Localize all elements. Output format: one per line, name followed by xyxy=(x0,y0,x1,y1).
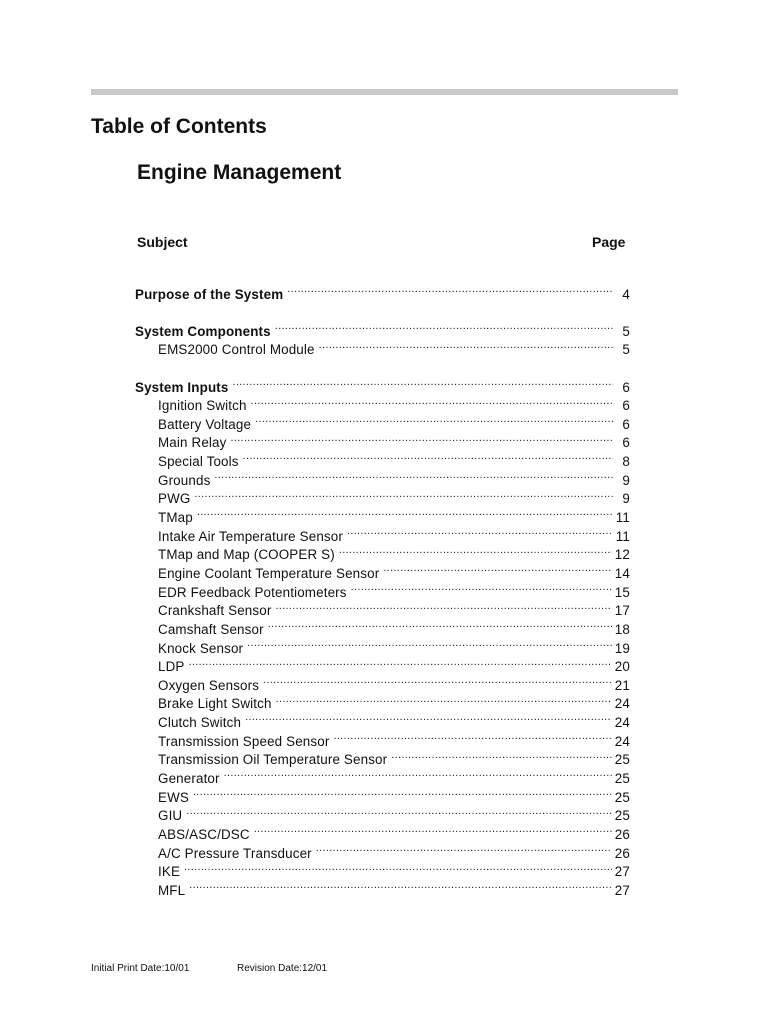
toc-entry-label: Generator xyxy=(158,771,220,787)
toc-entry-page: 8 xyxy=(622,454,630,470)
page-column-header: Page xyxy=(592,234,626,250)
dot-leader xyxy=(230,429,613,448)
toc-entry xyxy=(135,802,630,824)
toc-entry-label: Special Tools xyxy=(158,454,239,470)
toc-entry-label: ABS/ASC/DSC xyxy=(158,826,250,842)
toc-entry-page: 27 xyxy=(614,864,630,880)
toc-entry-page: 18 xyxy=(614,621,630,637)
toc-entry-page: 26 xyxy=(614,826,630,842)
toc-entry-page: 25 xyxy=(614,771,630,787)
dot-leader xyxy=(268,615,612,634)
toc-entry-page: 12 xyxy=(614,547,630,563)
toc-entry xyxy=(135,820,630,842)
toc-entry-label: Battery Voltage xyxy=(158,416,252,432)
dot-leader xyxy=(316,839,612,858)
toc-entry-page: 4 xyxy=(622,286,630,302)
dot-leader xyxy=(263,671,612,690)
dot-leader xyxy=(251,392,613,411)
toc-entry-label: Knock Sensor xyxy=(158,640,244,656)
toc-entry-label: IKE xyxy=(158,864,181,880)
dot-leader xyxy=(232,373,613,392)
dot-leader xyxy=(254,820,612,839)
toc-entry-page: 24 xyxy=(614,733,630,749)
toc-entry-label: MFL xyxy=(158,882,186,898)
toc-entry-page: 27 xyxy=(614,882,630,898)
toc-entry-page: 9 xyxy=(622,491,630,507)
dot-leader xyxy=(184,858,612,877)
toc-entry-page: 6 xyxy=(622,435,630,451)
dot-leader xyxy=(255,410,613,429)
toc-entry-page: 19 xyxy=(614,640,630,656)
initial-print-date: Initial Print Date:10/01 xyxy=(91,963,190,974)
toc-entry-label: Clutch Switch xyxy=(158,715,242,731)
page-title: Table of Contents xyxy=(91,115,267,138)
dot-leader xyxy=(391,746,612,765)
toc-entry-page: 14 xyxy=(614,565,630,581)
toc-entry-label: TMap and Map (COOPER S) xyxy=(158,547,335,563)
dot-leader xyxy=(275,597,611,616)
toc-entry-page: 25 xyxy=(614,789,630,805)
toc-section-entry xyxy=(135,373,630,395)
toc-entry xyxy=(135,522,630,544)
dot-leader xyxy=(347,522,613,541)
dot-leader xyxy=(351,578,612,597)
dot-leader xyxy=(194,485,613,504)
toc-entry-page: 25 xyxy=(614,808,630,824)
dot-leader xyxy=(276,690,612,709)
dot-leader xyxy=(197,503,613,522)
toc-entry-label: EMS2000 Control Module xyxy=(158,342,315,358)
toc-entry xyxy=(135,876,630,898)
toc-entry xyxy=(135,783,630,805)
dot-leader xyxy=(224,764,612,783)
toc-entry-label: Brake Light Switch xyxy=(158,696,272,712)
toc-entry-label: LDP xyxy=(158,659,185,675)
toc-entry-label: Grounds xyxy=(158,472,211,488)
dot-leader xyxy=(319,336,613,355)
dot-leader xyxy=(243,447,613,466)
toc-entry-page: 25 xyxy=(614,752,630,768)
toc-entry xyxy=(135,653,630,675)
toc-entry xyxy=(135,858,630,880)
toc-entry-label: EDR Feedback Potentiometers xyxy=(158,584,347,600)
toc-entry-page: 24 xyxy=(614,696,630,712)
toc-entry-page: 11 xyxy=(615,510,630,526)
toc-entry-label: A/C Pressure Transducer xyxy=(158,845,312,861)
toc-entry-page: 6 xyxy=(622,379,630,395)
dot-leader xyxy=(287,280,613,299)
dot-leader xyxy=(186,802,612,821)
subject-column-header: Subject xyxy=(137,234,188,250)
top-rule xyxy=(91,89,678,95)
dot-leader xyxy=(383,559,611,578)
toc-entry-page: 21 xyxy=(614,677,630,693)
dot-leader xyxy=(189,876,612,895)
dot-leader xyxy=(333,727,611,746)
toc-entry-page: 5 xyxy=(622,342,630,358)
toc-section-entry xyxy=(135,280,630,302)
toc-section-entry xyxy=(135,317,630,339)
revision-date: Revision Date:12/01 xyxy=(237,963,328,974)
toc-entry-page: 26 xyxy=(614,845,630,861)
dot-leader xyxy=(247,634,612,653)
toc-entry-label: GIU xyxy=(158,808,183,824)
toc-entry-page: 6 xyxy=(622,398,630,414)
dot-leader xyxy=(189,653,612,672)
toc-entry-label: Engine Coolant Temperature Sensor xyxy=(158,565,380,581)
toc-entry-label: Intake Air Temperature Sensor xyxy=(158,528,343,544)
toc-entry-label: Main Relay xyxy=(158,435,227,451)
dot-leader xyxy=(245,708,612,727)
toc-entry-label: Ignition Switch xyxy=(158,398,247,414)
toc-entry-page: 17 xyxy=(614,603,630,619)
toc-entry-label: Camshaft Sensor xyxy=(158,621,264,637)
toc-entry-page: 15 xyxy=(614,584,630,600)
toc-entry-label: TMap xyxy=(158,510,193,526)
toc-entry-label: System Components xyxy=(135,323,271,339)
toc-entry-page: 9 xyxy=(622,472,630,488)
dot-leader xyxy=(214,466,613,485)
toc-entry-page: 24 xyxy=(614,715,630,731)
toc-entry-label: Purpose of the System xyxy=(135,286,284,302)
dot-leader xyxy=(339,541,612,560)
toc-entry-page: 20 xyxy=(614,659,630,675)
section-title: Engine Management xyxy=(137,161,342,184)
toc-entry-page: 6 xyxy=(622,416,630,432)
toc-entry xyxy=(135,671,630,693)
toc-entry-label: PWG xyxy=(158,491,191,507)
toc-entry-page: 11 xyxy=(615,528,630,544)
toc-entry-label: EWS xyxy=(158,789,189,805)
toc-entry-label: Transmission Speed Sensor xyxy=(158,733,330,749)
dot-leader xyxy=(275,317,613,336)
dot-leader xyxy=(193,783,612,802)
toc-entry xyxy=(135,503,630,526)
toc-entry-label: Transmission Oil Temperature Sensor xyxy=(158,752,388,768)
toc-entry xyxy=(135,485,630,507)
toc-list xyxy=(135,280,630,898)
toc-entry-label: System Inputs xyxy=(135,379,229,395)
toc-entry-page: 5 xyxy=(622,323,630,339)
toc-entry-label: Crankshaft Sensor xyxy=(158,603,272,619)
toc-entry-label: Oxygen Sensors xyxy=(158,677,260,693)
